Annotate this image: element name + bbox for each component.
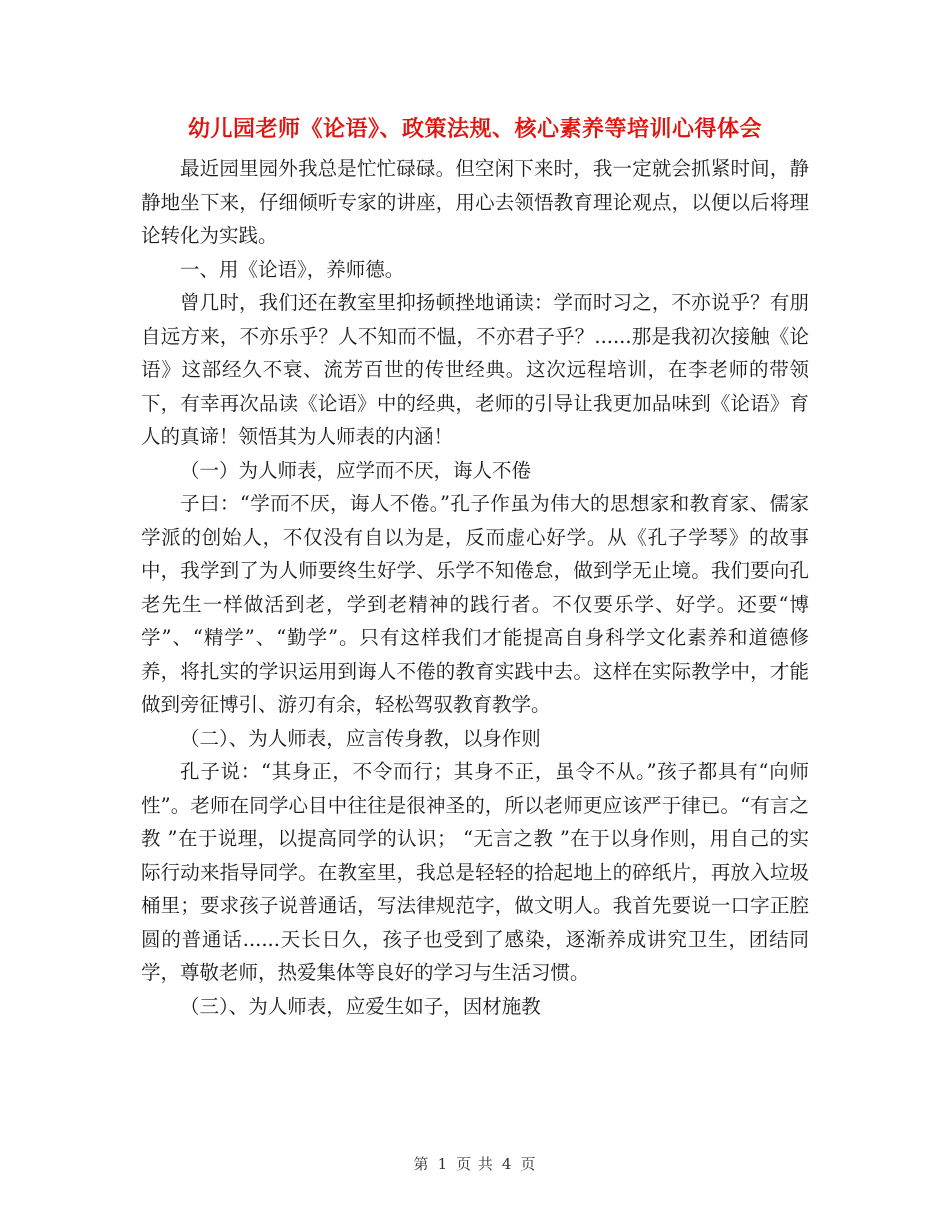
subsection-heading-2: （二）、为人师表，应言传身教，以身作则: [180, 726, 541, 750]
document-body: [141, 152, 809, 1023]
page-footer: [0, 1153, 950, 1174]
subsection-heading-1: （一）为人师表，应学而不厌，诲人不倦: [180, 458, 532, 482]
footer-total-pages: 4: [501, 1155, 513, 1173]
section-heading-1: 一、用《论语》，养师德。: [180, 257, 405, 281]
document-title: 幼儿园老师《论语》、政策法规、核心素养等培训心得体会: [187, 116, 762, 142]
footer-suffix: 页: [520, 1155, 537, 1173]
footer-prefix: 第: [413, 1155, 430, 1173]
footer-middle: 页 共: [456, 1155, 494, 1173]
paragraph-intro: 最近园里园外我总是忙忙碌碌。但空闲下来时，我一定就会抓紧时间，静静地坐下来，仔细倾听专家的讲座，用心去领悟教育理论观点，以便以后将理论转化为实践。: [141, 157, 809, 247]
subsection-heading-3: （三）、为人师表，应爱生如子，因材施教: [180, 994, 541, 1018]
paragraph-learning: 子曰：“学而不厌，诲人不倦。”孔子作虽为伟大的思想家和教育家、儒家学派的创始人，不仅没有自以为是，反而虚心好学。从《孔子学琴》的故事中，我学到了为人师要终生好学、乐学不知倦怠，做到学无止境。我们要向孔老先生一样做活到老，学到老精神的践行者。不仅要乐学、好学。还要“博学”、“精学”、“勤学”。只有这样我们才能提高自身科学文化素养和道德修养，将扎实的学识运用到诲人不倦的教育实践中去。这样在实际教学中，才能做到旁征博引、游刃有余，轻松驾驭教育教学。: [141, 492, 809, 716]
footer-page-number: 1: [437, 1155, 449, 1173]
paragraph-example: 孔子说：“其身正，不令而行；其身不正，虽令不从。”孩子都具有“向师性”。老师在同学心目中往往是很神圣的，所以老师更应该严于律已。“有言之教 ”在于说理，以提高同学的认识； “无言之教 ”在于以身作则，用自己的实际行动来指导同学。在教室里，我总是轻轻的拾起地上的碎纸片，再放入垃圾桶里；要求孩子说普通话，写法律规范字，做文明人。我首先要说一口字正腔圆的普通话......天长日久，孩子也受到了感染，逐渐养成讲究卫生，团结同学，尊敬老师，热爱集体等良好的学习与生活习惯。: [141, 760, 809, 984]
paragraph-lunyu: 曾几时，我们还在教室里抑扬顿挫地诵读：学而时习之，不亦说乎？有朋自远方来，不亦乐乎？人不知而不愠，不亦君子乎？......那是我初次接触《论语》这部经久不衰、流芳百世的传世经典。这次远程培训，在李老师的带领下，有幸再次品读《论语》中的经典，老师的引导让我更加品味到《论语》育人的真谛！领悟其为人师表的内涵！: [141, 291, 809, 448]
